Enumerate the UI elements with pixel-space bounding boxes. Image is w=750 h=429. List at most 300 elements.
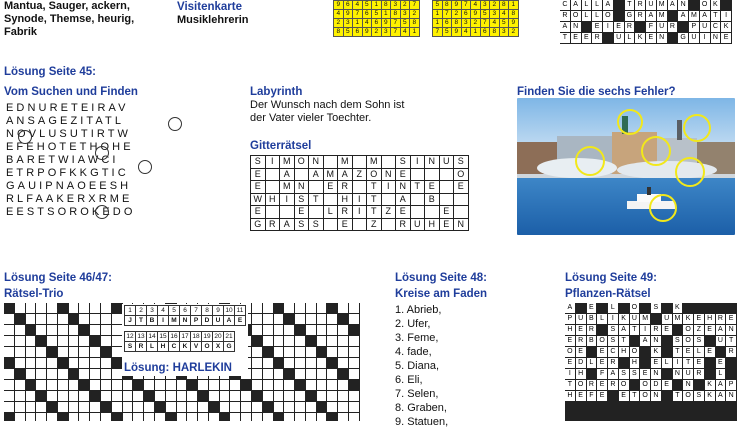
crossword-cell xyxy=(112,314,122,324)
gitter-cell: E xyxy=(294,206,309,219)
crossword-cell xyxy=(69,413,79,421)
crossword-cell xyxy=(177,391,187,401)
crossword-cell xyxy=(263,358,273,368)
crossword-cell xyxy=(673,325,683,335)
gitter-cell: A xyxy=(280,168,295,181)
crossword-row xyxy=(560,11,732,22)
crossword-cell xyxy=(58,314,68,324)
crossword-cell xyxy=(15,314,25,324)
crossword-cell xyxy=(90,369,100,379)
sudoku-cell: 6 xyxy=(480,28,490,37)
crossword-cell xyxy=(112,380,122,390)
gitter-cell: M xyxy=(367,156,382,169)
crossword-cell xyxy=(726,303,736,313)
crossword-cell: S xyxy=(630,369,640,379)
crossword-cell xyxy=(209,413,219,421)
crossword-cell xyxy=(4,413,14,421)
sudoku-cell: 1 xyxy=(509,1,519,10)
crossword-cell xyxy=(79,402,89,412)
crossword-cell: E xyxy=(705,347,715,357)
gitter-cell: E xyxy=(396,168,411,181)
crossword-cell xyxy=(306,391,316,401)
gitter-cell: A xyxy=(396,193,411,206)
gitter-cell: I xyxy=(280,193,295,206)
crossword-cell xyxy=(668,33,678,43)
crossword-cell xyxy=(58,303,68,313)
code-table-1 xyxy=(124,305,246,326)
code-number: 11 xyxy=(235,306,246,316)
crossword-cell: G xyxy=(678,33,688,43)
crossword-cell xyxy=(295,325,305,335)
crossword-cell xyxy=(123,380,133,390)
crossword-cell: H xyxy=(576,369,586,379)
crossword-cell xyxy=(614,0,624,10)
crossword-cell xyxy=(252,336,262,346)
crossword-cell xyxy=(327,369,337,379)
crossword-cell xyxy=(36,413,46,421)
crossword-cell: L xyxy=(592,11,602,21)
crossword-cell xyxy=(705,369,715,379)
crossword-cell: E xyxy=(597,380,607,390)
crossword-cell xyxy=(112,413,122,421)
gitter-cell: S xyxy=(454,156,469,169)
code-number: 20 xyxy=(214,333,222,340)
top-word-line: Mantua, Sauger, ackern, xyxy=(4,0,130,12)
crossword-row xyxy=(560,22,732,33)
crossword-cell xyxy=(274,314,284,324)
gitter-cell: I xyxy=(265,156,280,169)
crossword-cell xyxy=(69,358,79,368)
crossword-cell xyxy=(36,336,46,346)
code-letter: P xyxy=(191,316,202,326)
crossword-cell xyxy=(144,391,154,401)
crossword-cell xyxy=(284,303,294,313)
code-number: 19 xyxy=(203,333,211,340)
crossword-cell xyxy=(705,303,715,313)
crossword-cell xyxy=(252,369,262,379)
crossword-cell xyxy=(317,369,327,379)
crossword-cell xyxy=(47,358,57,368)
crossword-cell: R xyxy=(635,11,645,21)
word-search-row: ANSAGEZITATL xyxy=(6,115,125,127)
kreise-answer: 3. Feme, xyxy=(395,332,439,344)
crossword-cell xyxy=(317,402,327,412)
gitter-cell: R xyxy=(338,181,353,194)
crossword-cell: C xyxy=(711,22,721,32)
gitter-cell: S xyxy=(294,218,309,231)
crossword-cell xyxy=(133,380,143,390)
sudoku-cell: 4 xyxy=(461,28,471,37)
loesung-heading: Lösung Seite 48: xyxy=(395,272,488,284)
code-letter: I xyxy=(158,316,169,326)
crossword-cell: O xyxy=(619,380,629,390)
found-letter-circle xyxy=(95,146,109,160)
sudoku-cell: 9 xyxy=(362,28,372,37)
gitter-cell: M xyxy=(280,181,295,194)
code-letter: T xyxy=(136,316,147,326)
gitter-cell xyxy=(265,168,280,181)
sudoku-cell: 8 xyxy=(442,1,452,10)
puzzle-title: Kreise am Faden xyxy=(395,288,488,300)
gitter-cell: W xyxy=(251,193,266,206)
code-letter: L xyxy=(147,342,158,352)
crossword-cell: L xyxy=(582,0,592,10)
gitter-cell: T xyxy=(309,193,324,206)
crossword-cell xyxy=(317,380,327,390)
crossword-cell xyxy=(327,358,337,368)
crossword-cell xyxy=(274,303,284,313)
crossword-cell xyxy=(327,314,337,324)
crossword-cell xyxy=(284,347,294,357)
crossword-cell xyxy=(252,380,262,390)
code-letter: E xyxy=(235,316,246,326)
crossword-cell xyxy=(338,347,348,357)
pflanzen-crossword-solution xyxy=(565,303,737,421)
crossword-cell xyxy=(36,358,46,368)
crossword-cell xyxy=(327,380,337,390)
crossword-cell: E xyxy=(565,336,575,346)
code-letter: A xyxy=(224,316,235,326)
crossword-cell xyxy=(338,391,348,401)
crossword-cell: I xyxy=(640,325,650,335)
crossword-cell xyxy=(123,391,133,401)
crossword-cell xyxy=(101,369,111,379)
sudoku-cell: 1 xyxy=(410,28,420,37)
crossword-cell xyxy=(220,380,230,390)
crossword-cell xyxy=(209,402,219,412)
crossword-cell xyxy=(603,33,613,43)
crossword-cell xyxy=(177,413,187,421)
crossword-cell: U xyxy=(689,33,699,43)
crossword-cell xyxy=(177,402,187,412)
crossword-cell xyxy=(338,369,348,379)
crossword-cell: P xyxy=(726,380,736,390)
crossword-cell: S xyxy=(694,391,704,401)
crossword-cell xyxy=(101,303,111,313)
crossword-cell: T xyxy=(683,358,693,368)
sudoku-cell: 3 xyxy=(381,28,391,37)
gitter-cell xyxy=(280,206,295,219)
crossword-cell xyxy=(306,325,316,335)
crossword-row xyxy=(565,347,737,358)
kreise-answer: 4. fade, xyxy=(395,346,432,358)
crossword-cell: A xyxy=(608,369,618,379)
crossword-cell xyxy=(274,347,284,357)
puzzle-title: Rätsel-Trio xyxy=(4,288,64,300)
crossword-cell: O xyxy=(603,11,613,21)
crossword-cell xyxy=(317,358,327,368)
crossword-cell: E xyxy=(662,325,672,335)
crossword-cell xyxy=(630,336,640,346)
crossword-cell: E xyxy=(597,358,607,368)
crossword-cell: T xyxy=(726,336,736,346)
code-letter: N xyxy=(180,316,191,326)
gitter-cell: O xyxy=(294,156,309,169)
crossword-cell xyxy=(166,391,176,401)
crossword-cell xyxy=(79,303,89,313)
crossword-cell xyxy=(15,303,25,313)
sudoku-cell: 1 xyxy=(353,19,363,28)
crossword-cell: K xyxy=(683,314,693,324)
crossword-cell xyxy=(47,303,57,313)
trio-loesung-value: HARLEKIN xyxy=(172,362,232,374)
crossword-cell: T xyxy=(711,11,721,21)
crossword-row xyxy=(560,33,732,44)
crossword-cell xyxy=(198,413,208,421)
gitter-cell xyxy=(352,181,367,194)
crossword-cell: O xyxy=(683,325,693,335)
gitter-cell: S xyxy=(396,156,411,169)
crossword-cell xyxy=(58,380,68,390)
crossword-cell xyxy=(614,11,624,21)
crossword-cell: S xyxy=(651,303,661,313)
sudoku-cell: 7 xyxy=(353,10,363,19)
crossword-cell xyxy=(317,314,327,324)
crossword-cell: H xyxy=(619,347,629,357)
crossword-cell xyxy=(683,303,693,313)
crossword-cell xyxy=(306,314,316,324)
gitter-cell: E xyxy=(439,206,454,219)
crossword-cell xyxy=(274,391,284,401)
gitter-cell xyxy=(454,193,469,206)
sudoku-cell: 5 xyxy=(362,1,372,10)
kreise-answer: 6. Eli, xyxy=(395,374,423,386)
code-letter: R xyxy=(136,342,147,352)
crossword-cell xyxy=(619,358,629,368)
sudoku-cell: 8 xyxy=(452,19,462,28)
gitter-cell: T xyxy=(367,206,382,219)
crossword-cell: O xyxy=(640,391,650,401)
kreise-answer: 5. Diana, xyxy=(395,360,440,372)
puzzle-title: Pflanzen-Rätsel xyxy=(565,288,651,300)
crossword-cell: E xyxy=(597,347,607,357)
crossword-cell: O xyxy=(700,0,710,10)
fehler-title: Finden Sie die sechs Fehler? xyxy=(517,86,676,98)
crossword-cell: T xyxy=(619,336,629,346)
sudoku-cell: 7 xyxy=(391,19,401,28)
crossword-cell xyxy=(26,380,36,390)
crossword-cell xyxy=(47,391,57,401)
crossword-cell xyxy=(155,413,165,421)
crossword-cell xyxy=(252,303,262,313)
crossword-cell xyxy=(327,391,337,401)
crossword-cell: C xyxy=(608,347,618,357)
word-search-grid xyxy=(6,102,136,219)
crossword-cell xyxy=(608,391,618,401)
crossword-cell xyxy=(349,314,359,324)
crossword-cell xyxy=(79,325,89,335)
crossword-cell: K xyxy=(635,33,645,43)
crossword-cell xyxy=(252,402,262,412)
crossword-cell xyxy=(263,325,273,335)
crossword-cell xyxy=(597,303,607,313)
sudoku-cell: 8 xyxy=(410,19,420,28)
crossword-cell xyxy=(90,314,100,324)
sudoku-cell: 9 xyxy=(381,19,391,28)
word-search-row: GAUIPNAOEESH xyxy=(6,180,132,192)
crossword-cell xyxy=(4,347,14,357)
crossword-cell xyxy=(36,303,46,313)
sudoku-cell: 6 xyxy=(343,1,353,10)
code-number: 7 xyxy=(191,306,202,316)
crossword-cell xyxy=(15,413,25,421)
crossword-cell: A xyxy=(700,11,710,21)
crossword-cell xyxy=(101,380,111,390)
crossword-cell: Z xyxy=(694,325,704,335)
gitter-cell xyxy=(323,193,338,206)
difference-circle xyxy=(683,114,711,142)
crossword-cell xyxy=(327,402,337,412)
gitter-cell: N xyxy=(396,181,411,194)
crossword-cell xyxy=(187,391,197,401)
gitter-cell: Z xyxy=(352,168,367,181)
gitter-cell xyxy=(265,181,280,194)
crossword-cell xyxy=(15,391,25,401)
crossword-cell: L xyxy=(662,358,672,368)
crossword-cell: R xyxy=(587,380,597,390)
crossword-cell xyxy=(112,336,122,346)
crossword-cell xyxy=(47,314,57,324)
crossword-cell: L xyxy=(608,303,618,313)
gitter-cell: O xyxy=(454,168,469,181)
crossword-cell xyxy=(263,402,273,412)
crossword-cell xyxy=(295,314,305,324)
crossword-cell xyxy=(15,402,25,412)
crossword-cell: A xyxy=(571,0,581,10)
crossword-cell xyxy=(721,0,731,10)
crossword-cell: M xyxy=(690,12,697,19)
crossword-cell xyxy=(133,391,143,401)
sudoku-cell: 6 xyxy=(461,10,471,19)
gitter-cell: E xyxy=(251,206,266,219)
crossword-cell xyxy=(90,347,100,357)
crossword-cell xyxy=(327,336,337,346)
crossword-cell xyxy=(187,413,197,421)
crossword-cell: A xyxy=(560,22,570,32)
crossword-cell xyxy=(640,347,650,357)
gitter-cell xyxy=(309,181,324,194)
crossword-cell: R xyxy=(576,336,586,346)
sudoku-cell: 9 xyxy=(471,10,481,19)
difference-circle xyxy=(649,194,677,222)
crossword-cell: S xyxy=(608,325,618,335)
word-search-row: BARETWIAWCI xyxy=(6,154,119,166)
crossword-cell xyxy=(252,358,262,368)
kreise-answer: 2. Ufer, xyxy=(395,318,431,330)
crossword-cell: A xyxy=(603,0,613,10)
crossword-cell xyxy=(47,413,57,421)
code-number: 15 xyxy=(159,333,167,340)
crossword-cell xyxy=(4,314,14,324)
crossword-cell xyxy=(662,347,672,357)
sudoku-cell: 4 xyxy=(499,10,509,19)
crossword-row xyxy=(565,380,737,391)
crossword-cell: U xyxy=(716,336,726,346)
crossword-cell xyxy=(47,347,57,357)
gitter-cell: S xyxy=(309,218,324,231)
crossword-cell xyxy=(101,347,111,357)
code-table xyxy=(122,304,248,376)
gitter-cell: L xyxy=(323,206,338,219)
crossword-cell: E xyxy=(587,303,597,313)
crossword-cell: D xyxy=(576,358,586,368)
crossword-cell xyxy=(26,336,36,346)
code-number: 18 xyxy=(192,333,200,340)
gitter-cell: S xyxy=(251,156,266,169)
gitter-cell: E xyxy=(396,206,411,219)
crossword-cell xyxy=(295,413,305,421)
word-search-row: EESTSOROKEDO xyxy=(6,206,136,218)
loesung-heading: Lösung Seite 45: xyxy=(4,66,97,78)
crossword-cell xyxy=(90,402,100,412)
gitter-cell: G xyxy=(251,218,266,231)
crossword-cell: A xyxy=(565,303,575,313)
crossword-cell xyxy=(58,413,68,421)
crossword-cell xyxy=(662,369,672,379)
crossword-cell xyxy=(26,358,36,368)
crossword-cell: L xyxy=(582,11,592,21)
crossword-cell xyxy=(101,336,111,346)
crossword-row xyxy=(4,391,360,402)
crossword-cell xyxy=(252,413,262,421)
kreise-answer: 9. Statuen, xyxy=(395,416,449,428)
crossword-cell: E xyxy=(576,347,586,357)
crossword-cell xyxy=(69,402,79,412)
sudoku-cell: 5 xyxy=(433,1,443,10)
crossword-cell xyxy=(90,303,100,313)
crossword-cell xyxy=(4,303,14,313)
crossword-cell xyxy=(36,347,46,357)
crossword-cell xyxy=(90,413,100,421)
crossword-cell: M xyxy=(658,1,665,8)
crossword-cell xyxy=(230,402,240,412)
crossword-cell xyxy=(101,358,111,368)
gitter-cell: H xyxy=(338,193,353,206)
sudoku-cell: 1 xyxy=(433,19,443,28)
crossword-cell xyxy=(317,413,327,421)
sudoku-cell: 8 xyxy=(509,10,519,19)
sudoku-cell: 5 xyxy=(343,28,353,37)
sudoku-cell: 2 xyxy=(400,1,410,10)
crossword-cell: E xyxy=(705,325,715,335)
crossword-cell xyxy=(651,314,661,324)
crossword-cell xyxy=(198,402,208,412)
sudoku-cell: 9 xyxy=(452,1,462,10)
crossword-cell: E xyxy=(576,391,586,401)
crossword-cell xyxy=(295,402,305,412)
crossword-cell xyxy=(338,303,348,313)
crossword-cell xyxy=(295,303,305,313)
crossword-cell xyxy=(69,314,79,324)
crossword-cell xyxy=(58,391,68,401)
labyrinth-title: Labyrinth xyxy=(250,86,303,98)
sudoku-cell: 3 xyxy=(480,1,490,10)
crossword-cell: U xyxy=(657,22,667,32)
crossword-cell xyxy=(338,358,348,368)
crossword-cell xyxy=(640,303,650,313)
crossword-cell: I xyxy=(608,314,618,324)
crossword-cell xyxy=(79,358,89,368)
code-letter: U xyxy=(213,316,224,326)
crossword-cell xyxy=(112,369,122,379)
crossword-cell: L xyxy=(592,0,602,10)
crossword-cell xyxy=(327,347,337,357)
crossword-cell: E xyxy=(716,358,726,368)
sudoku-cell: 3 xyxy=(343,19,353,28)
crossword-cell: M xyxy=(674,315,681,322)
crossword-cell: R xyxy=(668,22,678,32)
city-photo xyxy=(517,98,735,235)
